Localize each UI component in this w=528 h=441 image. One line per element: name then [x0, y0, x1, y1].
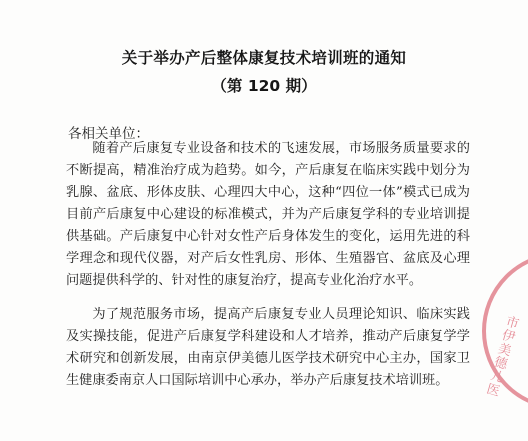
seal-text: 市伊美德儿医 [484, 314, 521, 400]
paragraph-1: 随着产后康复专业设备和技术的飞速发展，市场服务质量要求的不断提高，精准治疗成为趋势。如今，产后康复在临床实践中划分为乳腺、盆底、形体皮肤、心理四大中心，这种“四位一体”模式已成为目前产后康复中心建设的标准模式，并为产后康复学科的专业培训提供基础。产后康复中心针对女性产后身体发生的变化，运用先进的科学理念和现代仪器，对产后女性乳房、形体、生殖器官、盆底及心理问题提供科学的、针对性的康复治疗，提高专业化治疗水平。 [66, 141, 470, 288]
paragraph-2: 为了规范服务市场，提高产后康复专业人员理论知识、临床实践及实操技能，促进产后康复学科建设和人才培养，推动产后康复学学术研究和创新发展，由南京伊美德儿医学技术研究中心主办，国家卫生健康委南京人口国际培训中心承办，举办产后康复技术培训班。 [66, 307, 470, 388]
issue-number: （第 120 期） [211, 77, 317, 95]
body-text [66, 138, 470, 392]
document-title: 关于举办产后整体康复技术培训班的通知 [121, 49, 407, 67]
official-seal [482, 252, 528, 410]
salutation: 各相关单位： [68, 126, 149, 142]
